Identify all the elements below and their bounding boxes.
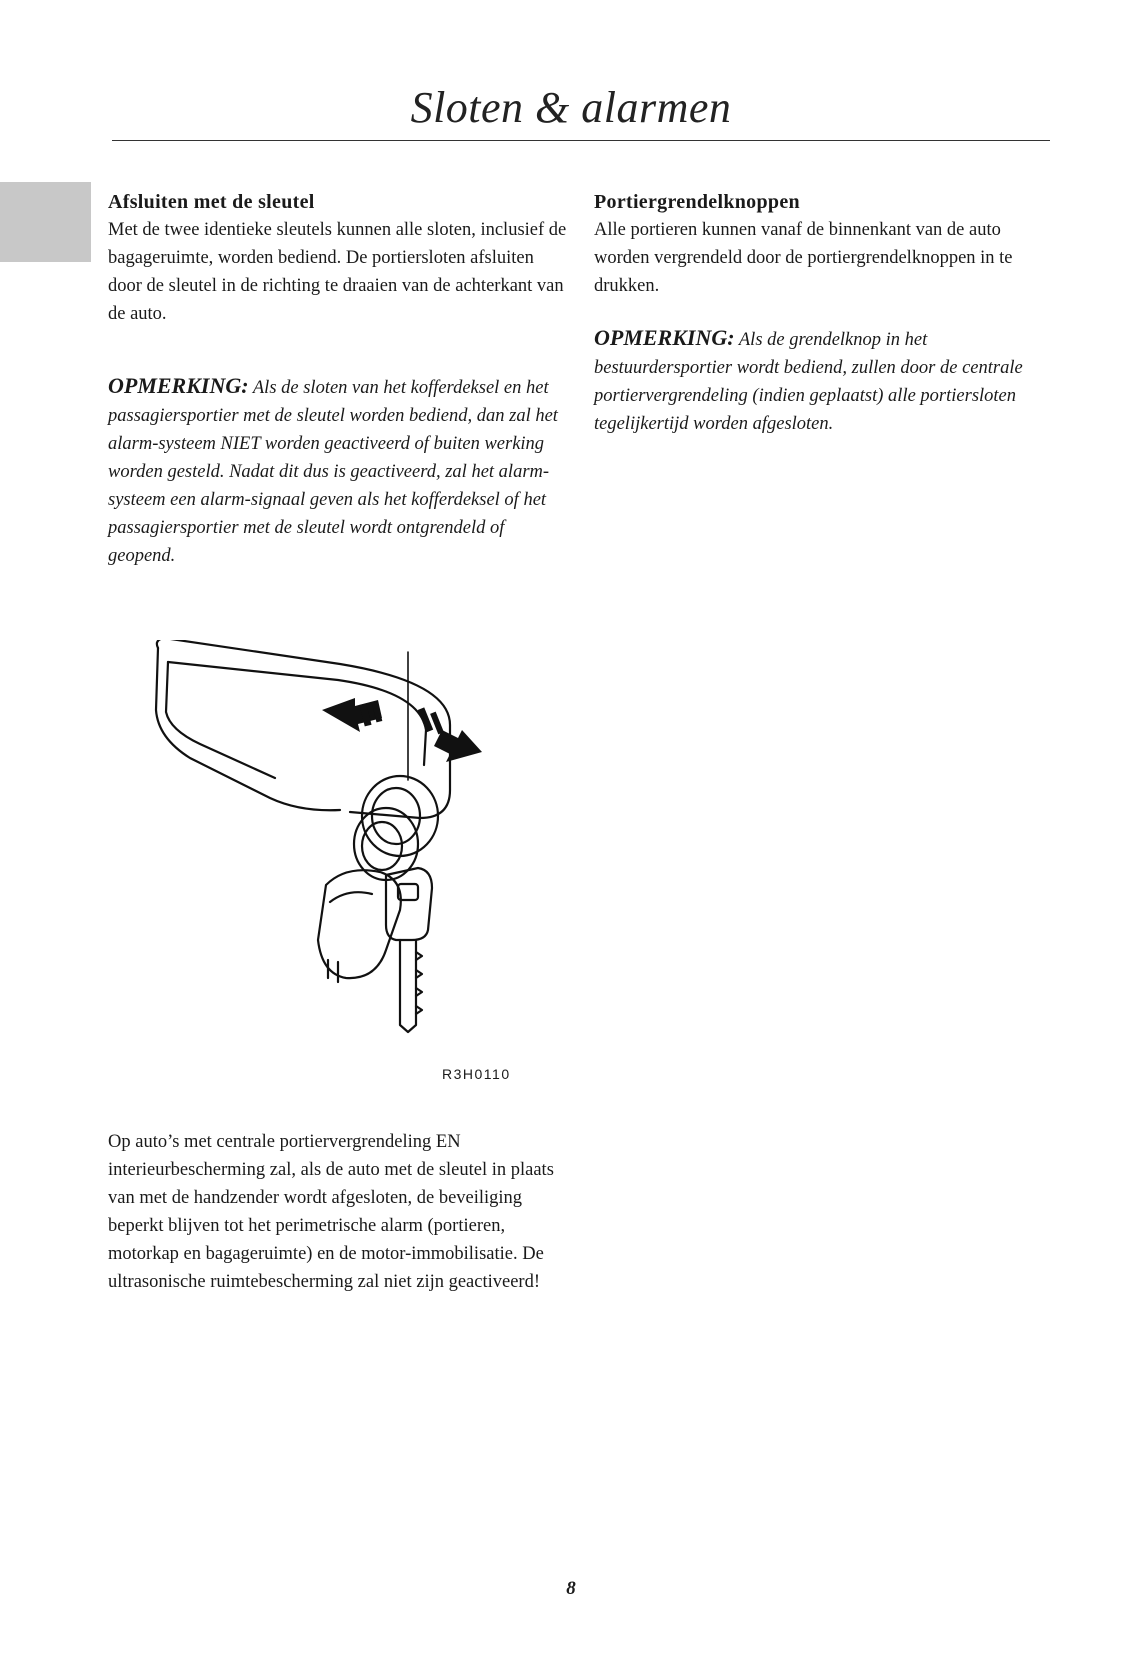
heading-door-lock-buttons: Portiergrendelknoppen	[594, 191, 800, 213]
section-tab-marker	[0, 182, 91, 262]
note-label: OPMERKING:	[108, 373, 249, 398]
note-text: Als de grendelknop in het bestuurdersportier wordt bediend, zullen door de centrale portiervergrendeling (indien geplaatst) alle portiersloten tegelijkertijd worden afgesloten.	[594, 330, 1023, 434]
heading-lock-with-key: Afsluiten met de sleutel	[108, 191, 315, 213]
left-column	[108, 188, 568, 570]
closing-text: Op auto’s met centrale portiervergrendeling EN interieurbescherming zal, als de auto met de sleutel in plaats van met de handzender wordt afgesloten, de beveiliging beperkt blijven tot het perimetrische alarm (portieren, motorkap en bagageruimte) en de motor-immobilisatie. De ultrasonische ruimtebescherming zal niet zijn geactiveerd!	[108, 1132, 554, 1292]
title-rule	[112, 140, 1050, 141]
lock-with-key-text: Met de twee identieke sleutels kunnen alle sloten, inclusief de bagageruimte, worden bediend. De portiersloten afsluiten door de sleutel in de richting te draaien van de achterkant van de auto.	[108, 220, 567, 324]
page-title: Sloten & alarmen	[410, 83, 732, 132]
door-lock-buttons-text: Alle portieren kunnen vanaf de binnenkant van de auto worden vergrendeld door de portiergrendelknoppen in te drukken.	[594, 220, 1013, 296]
note-text: Als de sloten van het kofferdeksel en het passagiersportier met de sleutel worden bediend, dan zal het alarm-systeem NIET worden geactiveerd of buiten werking worden gesteld. Nadat dit dus is geactiveerd, zal het alarm-systeem een alarm-signaal geven als het kofferdeksel of het passagiersportier met de sleutel wordt ontgrendeld of geopend.	[108, 378, 558, 566]
page-number: 8	[566, 1578, 576, 1599]
right-column	[594, 188, 1054, 438]
figure-code: R3H0110	[442, 1066, 511, 1082]
key-in-door-lock-drawing	[150, 640, 530, 1085]
note-label: OPMERKING:	[594, 325, 735, 350]
note-alarm	[108, 372, 568, 570]
key-lock-illustration	[150, 640, 530, 1085]
left-closing-block	[108, 1128, 568, 1296]
note-central-locking	[594, 324, 1054, 438]
